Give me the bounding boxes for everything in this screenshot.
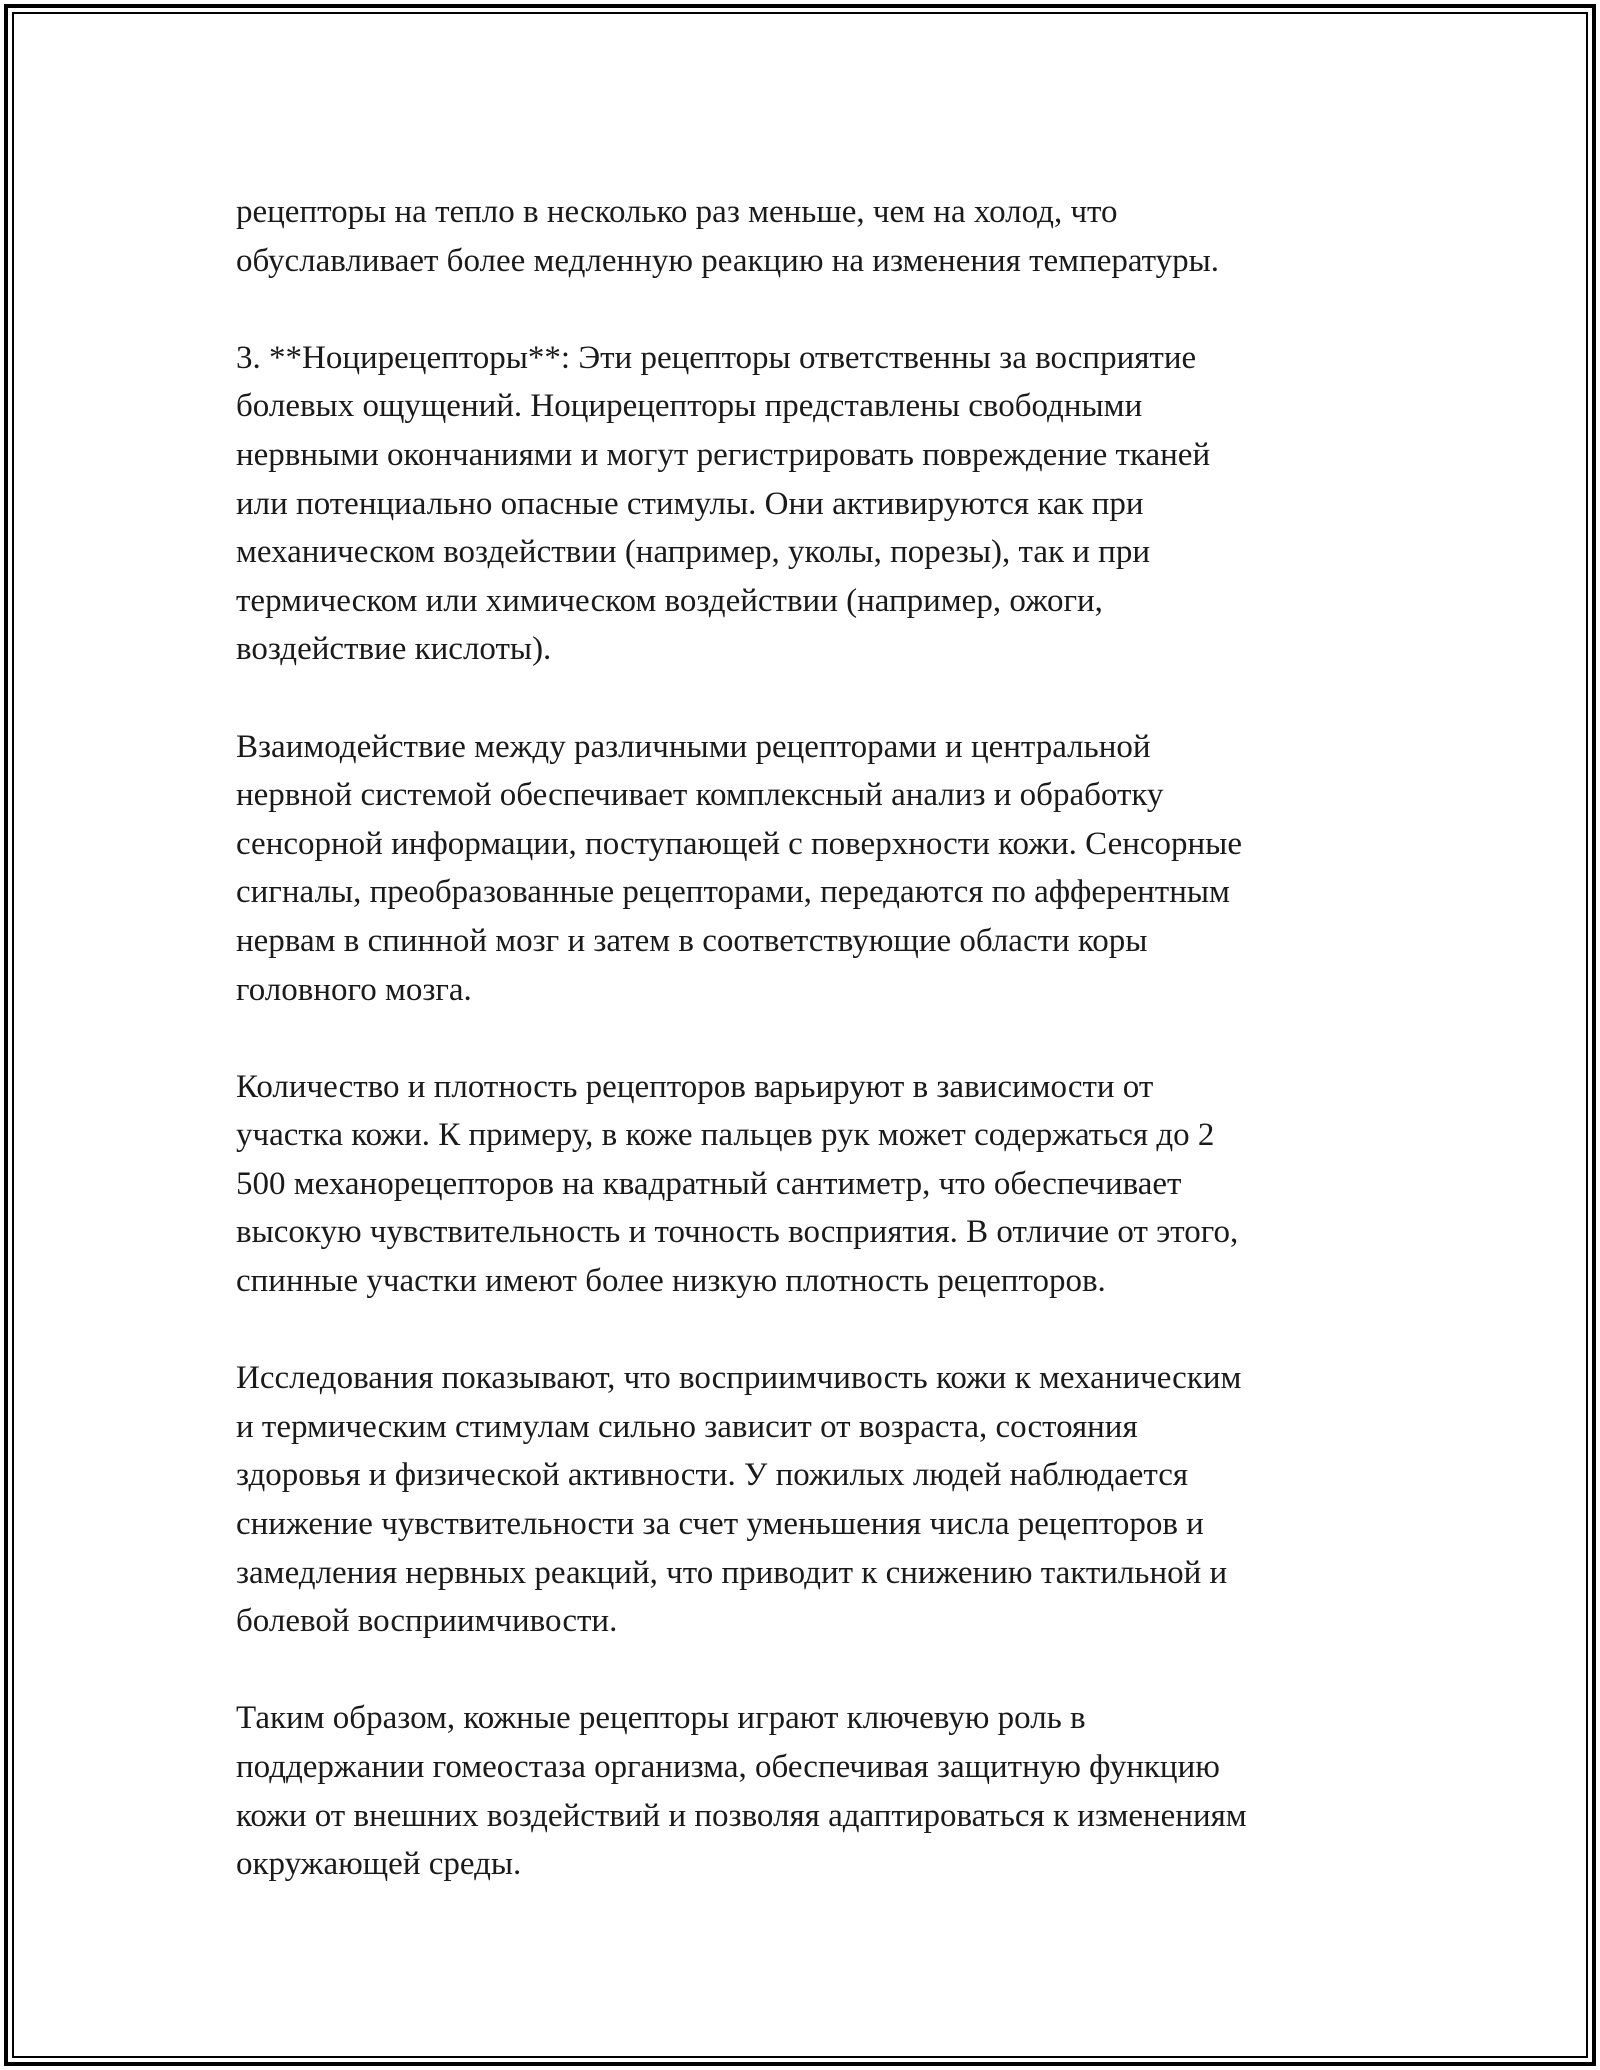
- paragraph-receptor-density: Количество и плотность рецепторов варьируют в зависимости от участка кожи. К примеру, в коже пальцев рук может содержаться до 2 500 механорецепторов на квадратный сантиметр, что обеспечивает высокую чувствительность и точность восприятия. В отличие от этого, спинные участки имеют более низкую плотность рецепторов.: [236, 1068, 1239, 1300]
- paragraph-thermoreceptors-end: рецепторы на тепло в несколько раз меньше, чем на холод, что обуславливает более медленную реакцию на изменения температуры.: [236, 194, 1220, 279]
- paragraph-research-sensitivity: Исследования показывают, что восприимчивость кожи к механическим и термическим стимулам сильно зависит от возраста, состояния здоровья и физической активности. У пожилых людей наблюдается снижение чувствительности за счет уменьшения числа рецепторов и замедления нервных реакций, что приводит к снижению тактильной и болевой восприимчивости.: [236, 1360, 1242, 1640]
- paragraph-receptor-interaction: Взаимодействие между различными рецепторами и центральной нервной системой обеспечивает комплексный анализ и обработку сенсорной информации, поступающей с поверхности кожи. Сенсорные сигналы, преобразованные рецепторами, передаются по афферентным нервам в спинной мозг и затем в соответствующие области коры головного мозга.: [236, 728, 1243, 1008]
- paragraph-nociceptors: 3. **Ноцирецепторы**: Эти рецепторы ответственны за восприятие болевых ощущений. Ноцирецепторы представлены свободными нервными окончаниями и могут регистрировать повреждение тканей или потенциально опасные стимулы. Они активируются как при механическом воздействии (например, уколы, порезы), так и при термическом или химическом воздействии (например, ожоги, воздействие кислоты).: [236, 339, 1211, 668]
- paragraph-conclusion: Таким образом, кожные рецепторы играют ключевую роль в поддержании гомеостаза организма, обеспечивая защитную функцию кожи от внешних воздействий и позволяя адаптироваться к изменениям окружающей среды.: [236, 1700, 1247, 1883]
- document-body: [236, 188, 1366, 1889]
